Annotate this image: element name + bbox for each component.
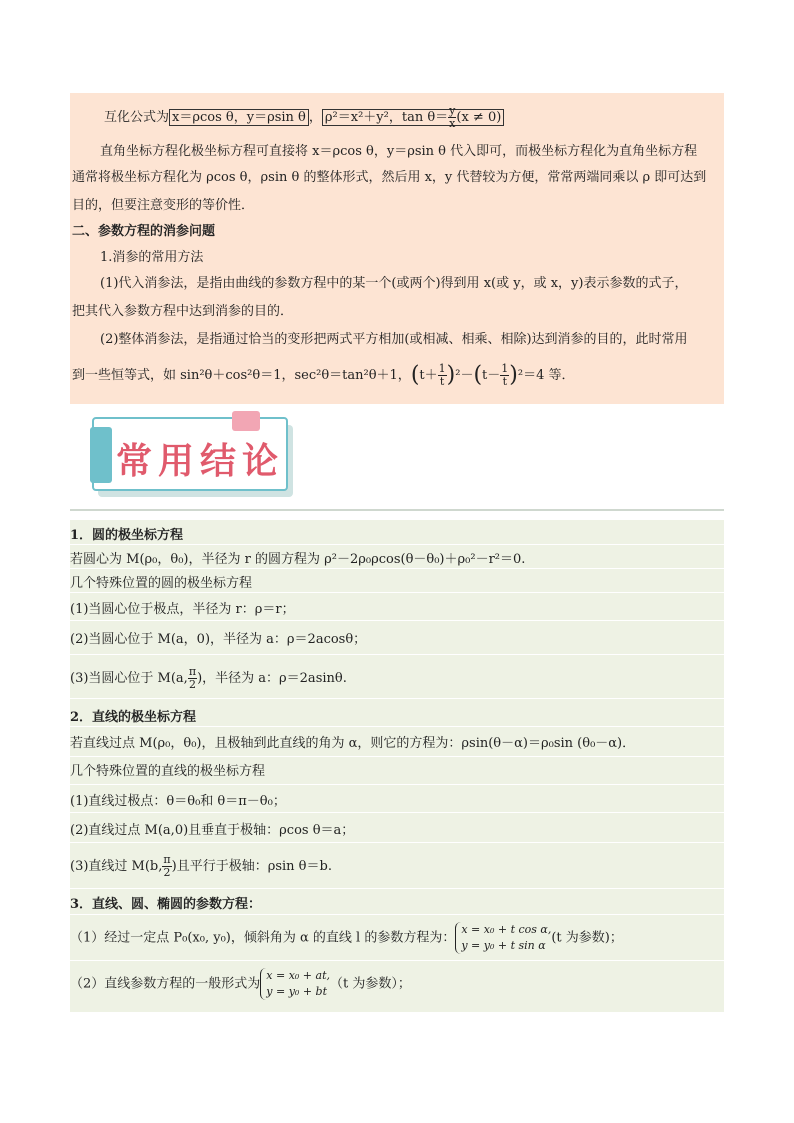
- formula-box-1: x＝ρcos θ，y＝ρsin θ: [169, 109, 309, 126]
- paragraph-line: 直角坐标方程化极坐标方程可直接将 x＝ρcos θ，y＝ρsin θ 代入即可，而极坐标方程化为直角坐标方程: [100, 144, 698, 159]
- fraction-y-over-x: $\frac{y}{x}$: [449, 104, 456, 130]
- paragraph-line: (2)整体消参法，是指通过恰当的变形把两式平方相加(或相减、相乘、相除)达到消参的目的，此时常用: [100, 332, 688, 347]
- identity-line: 到一些恒等式，如 sin²θ＋cos²θ＝1，sec²θ＝tan²θ＋1，(t＋ $\frac{1}{t}$ )²－(t－ $\frac{1}{t}$ )²＝4 等．: [72, 362, 575, 388]
- conversion-formula-block: [70, 93, 724, 404]
- section-heading: 二、参数方程的消参问题: [72, 224, 216, 239]
- text-line: 几个特殊位置的圆的极坐标方程: [70, 576, 253, 591]
- subheading: 1.消参的常用方法: [100, 250, 204, 265]
- formula-line: 互化公式为 x＝ρcos θ，y＝ρsin θ ， ρ²＝x²＋y²，tan θ＝ $\frac{y}{x}$ (x ≠ 0): [104, 105, 504, 130]
- text-line: (2)直线过点 M(a,0)且垂直于极轴：ρcos θ＝a；: [70, 823, 355, 838]
- equation-system: x = x₀ + at, y = y₀ + bt: [260, 968, 330, 1000]
- text-line: (3)当圆心位于 M(a, $\frac{\pi}{2}$ )，半径为 a：ρ＝2asinθ.: [70, 665, 347, 691]
- text-line: (1)当圆心位于极点，半径为 r：ρ＝r；: [70, 602, 295, 617]
- fraction-pi-over-2: $\frac{\pi}{2}$: [188, 665, 197, 691]
- text-line: (3)直线过 M(b, $\frac{\pi}{2}$ )且平行于极轴：ρsin θ＝b.: [70, 853, 332, 879]
- text-line: (1)直线过极点：θ＝θ₀和 θ＝π－θ₀；: [70, 794, 286, 809]
- conclusions-block: [70, 520, 724, 1012]
- paragraph-line: 目的，但要注意变形的等价性．: [72, 198, 255, 213]
- banner-title: 常用结论: [116, 440, 285, 482]
- common-conclusions-banner: [92, 417, 295, 499]
- fraction-one-over-t: $\frac{1}{t}$: [438, 362, 446, 388]
- fraction-pi-over-2: $\frac{\pi}{2}$: [163, 853, 171, 879]
- paragraph-line: (1)代入消参法，是指由曲线的参数方程中的某一个(或两个)得到用 x(或 y，或 x，y)表示参数的式子，: [100, 276, 688, 291]
- section-title: 2．直线的极坐标方程: [70, 710, 197, 725]
- formula-box-2: ρ²＝x²＋y²，tan θ＝ $\frac{y}{x}$ (x ≠ 0): [322, 109, 504, 126]
- equation-system: x = x₀ + t cos α, y = y₀ + t sin α: [455, 922, 551, 954]
- banner-tab-decoration: [90, 427, 112, 483]
- text-line: 若圆心为 M(ρ₀，θ₀)，半径为 r 的圆方程为 ρ²－2ρ₀ρcos(θ－θ₀)＋ρ₀²－r²＝0.: [70, 552, 526, 567]
- text-line: 若直线过点 M(ρ₀，θ₀)，且极轴到此直线的角为 α，则它的方程为：ρsin(θ－α)＝ρ₀sin (θ₀－α)．: [70, 736, 636, 751]
- text-line: (2)当圆心位于 M(a，0)，半径为 a：ρ＝2acosθ；: [70, 632, 367, 647]
- divider: [70, 509, 724, 511]
- text-line: （1）经过一定点 P₀(x₀, y₀)，倾斜角为 α 的直线 l 的参数方程为： x = x₀ + t cos α, y = y₀ + t sin α (t 为参数)；: [70, 923, 623, 952]
- paper-clip-icon: [232, 411, 260, 431]
- section-title: 3．直线、圆、椭圆的参数方程：: [70, 897, 262, 912]
- fraction-one-over-t: $\frac{1}{t}$: [501, 362, 509, 388]
- paragraph-line: 通常将极坐标方程化为 ρcos θ，ρsin θ 的整体形式，然后用 x，y 代替较为方便，常常两端同乘以 ρ 即可达到: [72, 170, 707, 185]
- text-line: 几个特殊位置的直线的极坐标方程: [70, 764, 266, 779]
- text-line: （2）直线参数方程的一般形式为 x = x₀ + at, y = y₀ + bt （t 为参数）；: [70, 969, 411, 998]
- section-title: 1．圆的极坐标方程: [70, 528, 184, 543]
- paragraph-line: 把其代入参数方程中达到消参的目的．: [72, 304, 294, 319]
